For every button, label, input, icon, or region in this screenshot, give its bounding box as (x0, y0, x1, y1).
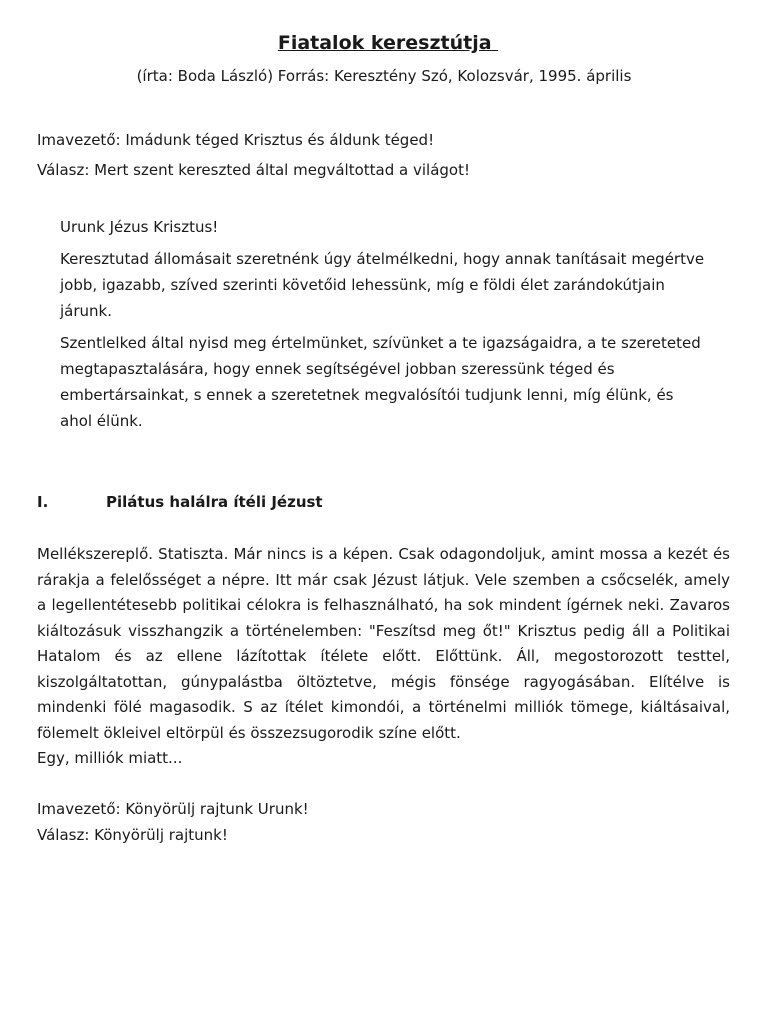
opening-leader-line (37, 131, 434, 149)
station-leader-line: Imavezető: Könyörülj rajtunk Urunk! (37, 800, 309, 818)
station-title: Pilátus halálra ítéli Jézust (106, 493, 323, 511)
prayer-paragraph-2: Szentlelked által nyisd meg értelmünket, szívünket a te igazságaidra, a te szereteted megtapasztalására, hogy ennek segítségével jobban szeressünk téged és embertársainkat, s ennek a szeretetnek megvalósítói tudjunk lenni, míg élünk, és ahol élünk. (60, 334, 701, 430)
prayer-address: Urunk Jézus Krisztus! (60, 218, 219, 236)
document-subtitle: (írta: Boda László) Forrás: Keresztény Szó, Kolozsvár, 1995. április (136, 67, 632, 85)
meditation-paragraph: Mellékszereplő. Statiszta. Már nincs is a képen. Csak odagondoljuk, amint mossa a kezét és rárakja a felelősséget a népre. Itt már csak Jézust látjuk. Vele szemben a csőcselék, amely a legellentétesebb politikai célokra is felhasználható, ha sok mindent ígérnek neki. Zavaros kiáltozásuk visszhangzik a történelemben: "Feszítsd meg őt!" Krisztus pedig áll a Politikai Hatalom és az ellene lázítottak ítélete előtt. Előttünk. Áll, megostorozott testtel, kiszolgáltatottan, gúnypalástba öltöztetve, mégis fönsége ragyogásában. Elítélve is mindenki fölé magasodik. S az ítélet kimondói, a történelmi milliók tömege, kiáltásaival, fölemelt ökleivel eltörpül és összezsugorodik színe előtt. (37, 545, 730, 742)
station-number: I. (37, 493, 49, 511)
document-title: Fiatalok keresztútja (277, 32, 499, 54)
response-label: Válasz: (37, 161, 90, 179)
station-meditation (37, 542, 730, 772)
opening-response-line (37, 161, 470, 179)
leader-text: Imádunk téged Krisztus és áldunk téged! (120, 131, 435, 149)
leader-label: Imavezető: (37, 131, 121, 149)
meditation-closing-line: Egy, milliók miatt... (37, 749, 183, 767)
station-response-line: Válasz: Könyörülj rajtunk! (37, 826, 228, 844)
opening-prayer (60, 214, 710, 440)
station-heading (37, 493, 323, 511)
response-text: Mert szent kereszted által megváltottad a világot! (89, 161, 470, 179)
prayer-paragraph-1: Keresztutad állomásait szeretnénk úgy átelmélkedni, hogy annak tanításait megértve jobb, igazabb, szíved szerinti követőid lehessünk, míg e földi élet zarándokútjain járunk. (60, 250, 705, 320)
